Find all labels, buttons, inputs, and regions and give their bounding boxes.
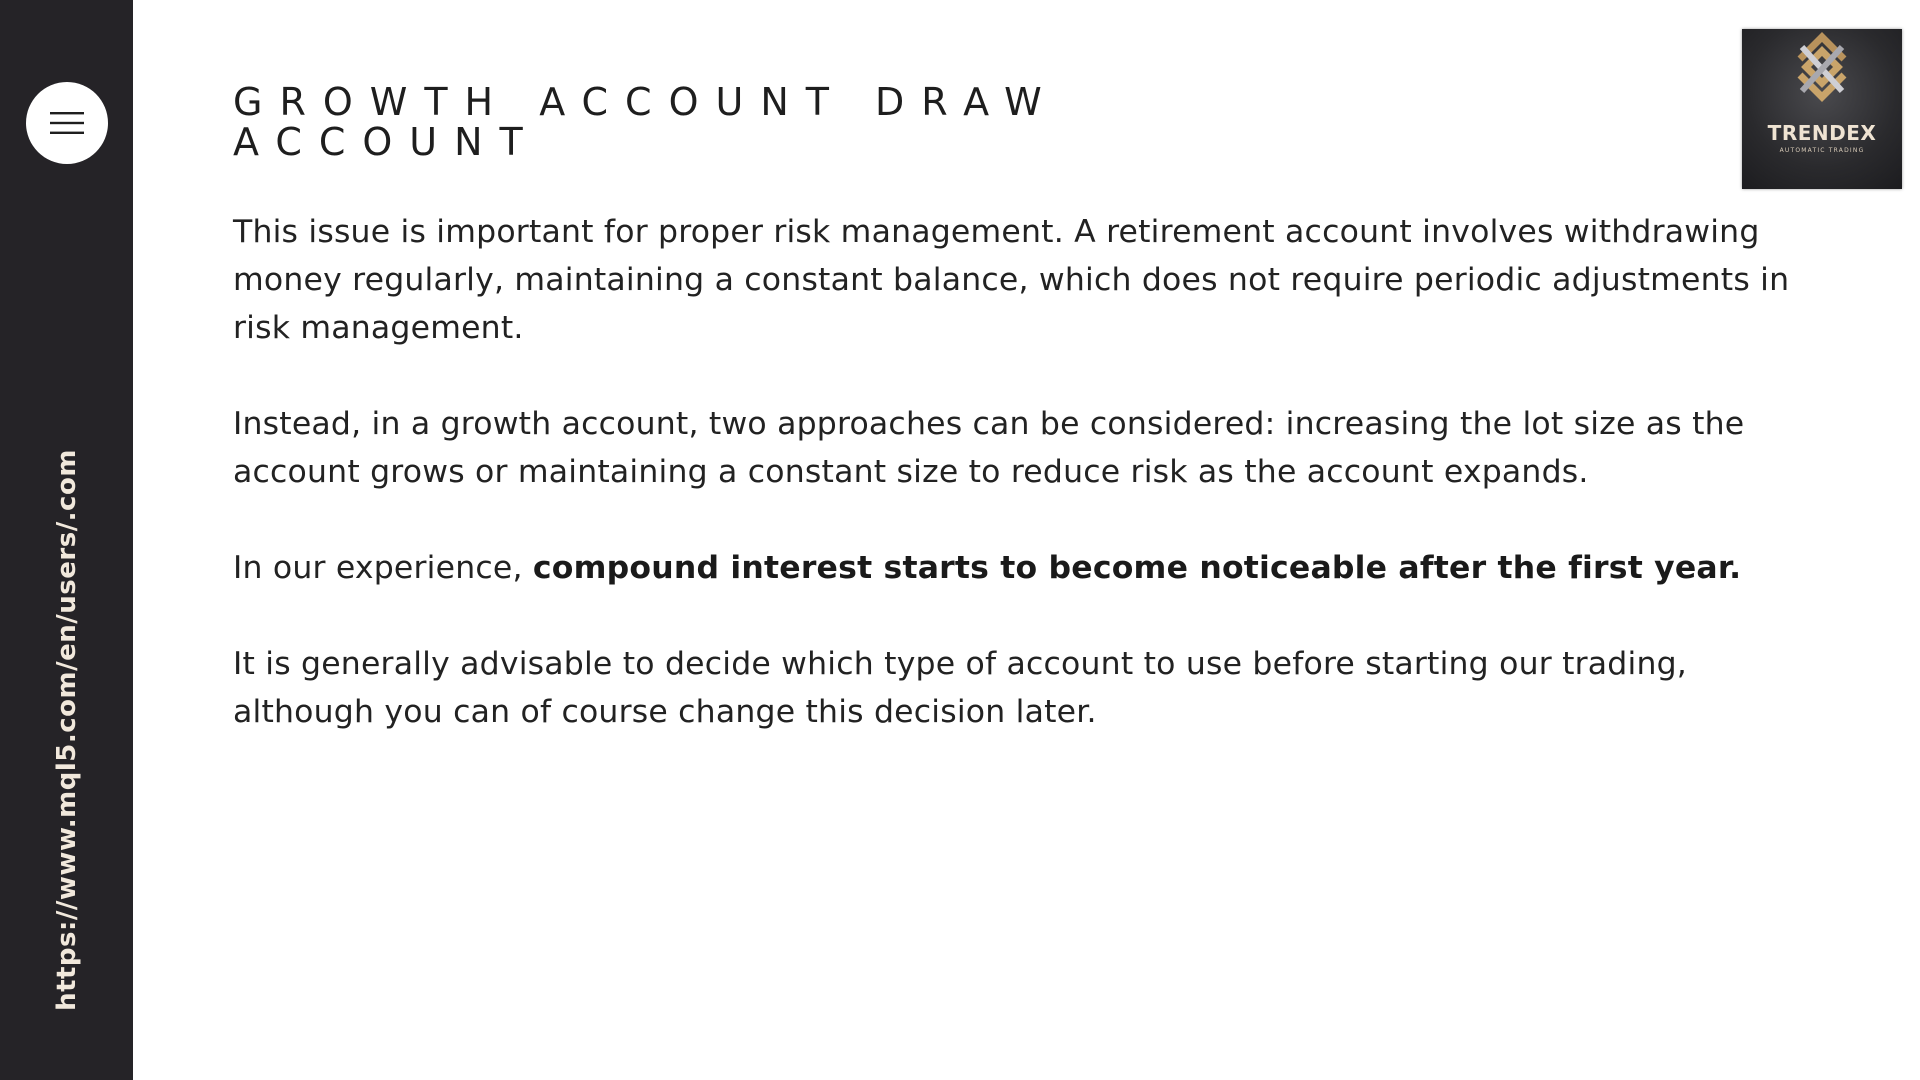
- menu-button[interactable]: [26, 82, 108, 164]
- paragraph-retirement-account: This issue is important for proper risk management. A retirement account involves withdrawing money regularly, maintaining a constant balance, which does not require periodic adjustments in risk management.: [233, 214, 1790, 346]
- page-title: GROWTH ACCOUNT DRAW ACCOUNT: [233, 80, 1059, 164]
- sidebar: [0, 0, 133, 1080]
- sidebar-url[interactable]: https://www.mql5.com/en/users/.com: [52, 449, 82, 1011]
- logo-tagline: AUTOMATIC TRADING: [1779, 147, 1865, 154]
- paragraph-experience: [233, 544, 1793, 592]
- experience-lead-text: In our experience,: [233, 550, 533, 586]
- logo-name: TRENDEX: [1767, 121, 1877, 145]
- compound-interest-highlight: compound interest starts to become noticeable after the first year.: [532, 550, 1742, 586]
- main-content: [233, 82, 1793, 736]
- paragraph-growth-account: Instead, in a growth account, two approaches can be considered: increasing the lot size as the account grows or maintaining a constant size to reduce risk as the account expands.: [233, 406, 1745, 490]
- paragraph-advice: It is generally advisable to decide which type of account to use before starting our trading, although you can of course change this decision later.: [233, 646, 1688, 730]
- hamburger-menu-icon: [50, 111, 84, 135]
